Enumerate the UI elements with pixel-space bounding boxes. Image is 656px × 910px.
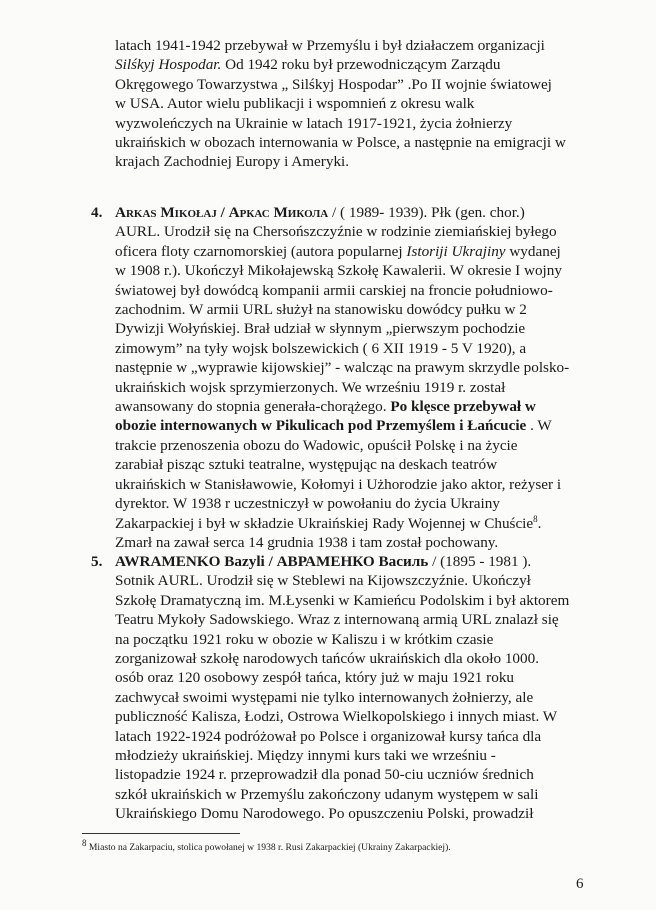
entry-4 bbox=[91, 203, 593, 552]
text-line: / ( 1989- 1939). Płk (gen. chor.) bbox=[328, 204, 525, 221]
text-line: Okręgowego Towarzystwa „ Silśkyj Hospodar” .Po II wojnie światowej bbox=[115, 75, 552, 93]
text-line: latach 1922-1924 podróżował po Polsce i organizował kursy tańca dla bbox=[115, 727, 542, 745]
text-line: Teatru Mykoły Sadowskiego. Wraz z internowaną armią URL znalazł się bbox=[115, 611, 559, 629]
entry-number: 4. bbox=[91, 204, 103, 221]
entry-name-ukrainian: Аркас Микола bbox=[228, 204, 329, 221]
bold-text: obozie internowanych w Pikulicach pod Przemyślem i Łańcucie bbox=[115, 417, 527, 435]
text-line: latach 1941-1942 przebywał w Przemyślu i był działaczem organizacji bbox=[115, 37, 545, 54]
name-separator: / bbox=[264, 553, 277, 570]
entry-name-polish: AWRAMENKO Bazyli bbox=[115, 553, 265, 570]
text-line: AURL. Urodził się na Chersońszczyźnie w rodzinie ziemiańskiej byłego bbox=[115, 223, 557, 241]
text-line: / (1895 - 1981 ). bbox=[428, 553, 532, 570]
text-line: osób oraz 120 osobowy zespół tańca, który już w maju 1921 roku bbox=[115, 669, 515, 687]
text-line: oficera floty czarnomorskiej (autora popularnej bbox=[115, 242, 403, 260]
text-line: ukraińskich w obozach internowania w Polsce, a następnie na emigracji w bbox=[115, 134, 566, 152]
text-line: w USA. Autor wielu publikacji i wspomnień z okresu walk bbox=[115, 95, 475, 113]
text-line: . W bbox=[526, 417, 552, 435]
italic-title: Silśkyj Hospodar. bbox=[115, 56, 222, 74]
text-line: Szkołę Dramatyczną im. M.Łysenki w Kamieńcu Podolskim i był aktorem bbox=[115, 591, 570, 609]
text-line: w 1908 r.). Ukończył Mikołajewską Szkołę Kawalerii. W okresie I wojny bbox=[115, 262, 562, 280]
footnote bbox=[82, 837, 602, 854]
text-line: Sotnik AURL. Urodził się w Steblewi na Kijowszczyźnie. Ukończył bbox=[115, 572, 531, 590]
text-line: ukraińskich wojsk sprzymierzonych. We wrześniu 1919 r. został bbox=[115, 378, 506, 396]
text-line: dyrektor. W 1938 r uczestniczył w powołaniu do życia Ukrainy bbox=[115, 495, 500, 513]
text-line: następnie w „wyprawie kijowskiej” - walcząc na prawym skrzydle polsko- bbox=[115, 359, 570, 377]
text-line: światowej był dowódcą kompanii armii carskiej na froncie południowo- bbox=[115, 281, 553, 299]
text-line: Ukraińskiego Domu Narodowego. Po opuszczeniu Polski, prowadził bbox=[115, 805, 534, 823]
text-line: zarabiał pisząc sztuki teatralne, występując na deskach teatrów bbox=[115, 456, 498, 474]
entry-5 bbox=[91, 552, 593, 824]
text-line: wydanej bbox=[505, 242, 561, 260]
name-separator: / bbox=[216, 204, 229, 221]
text-line: publiczność Kalisza, Łodzi, Ostrowa Wielkopolskiego i innych miast. W bbox=[115, 708, 558, 726]
text-line: awansowany do stopnia generała-chorążego. bbox=[115, 398, 387, 416]
footnote-divider bbox=[82, 833, 240, 834]
text-line: Dywizji Wołyńskiej. Brał udział w słynnym „pierwszym pochodzie bbox=[115, 320, 526, 338]
page-number: 6 bbox=[576, 876, 584, 892]
text-line: szkół ukraińskich w Przemyślu zakończony udanym występem w sali bbox=[115, 785, 539, 803]
text-line: Zmarł na zawał serca 14 grudnia 1938 i tam został pochowany. bbox=[115, 533, 499, 551]
text-line: zachwycał swoimi występami nie tylko internowanych żołnierzy, ale bbox=[115, 688, 534, 706]
entry-name-ukrainian: АВРАМЕНКО Василь bbox=[276, 553, 429, 570]
text-line: krajach Zachodniej Europy i Ameryki. bbox=[115, 153, 350, 171]
text-line: zachodnim. W armii URL służył na stanowisku dowódcy pułku w 2 bbox=[115, 301, 527, 319]
bold-text: Po klęsce przebywał w bbox=[386, 398, 536, 416]
text-line: . bbox=[537, 514, 542, 532]
footnote-reference[interactable]: 8 bbox=[533, 513, 538, 524]
footnote-mark: 8 bbox=[82, 837, 87, 848]
intro-paragraph bbox=[115, 36, 585, 172]
text-line: Od 1942 roku był przewodniczącym Zarządu bbox=[221, 56, 501, 74]
text-line: na początku 1921 roku w obozie w Kaliszu i w krótkim czasie bbox=[115, 630, 494, 648]
text-line: wyzwoleńczych na Ukrainie w latach 1917-1921, życia żołnierzy bbox=[115, 114, 513, 132]
text-line: zorganizował szkołę narodowych tańców ukraińskich dla około 1000. bbox=[115, 650, 540, 668]
text-line: Zakarpackiej i był w składzie Ukraińskiej Rady Wojennej w Chuście bbox=[115, 514, 534, 532]
text-line: listopadzie 1924 r. przeprowadził dla ponad 50-ciu uczniów średnich bbox=[115, 766, 534, 784]
entry-number: 5. bbox=[91, 553, 103, 570]
footnote-text: Miasto na Zakarpaciu, stolica powołanej w 1938 r. Rusi Zakarpackiej (Ukrainy Zakarpackiej). bbox=[86, 842, 451, 853]
text-line: trakcie przenoszenia obozu do Wadowic, opuścił Polskę i na życie bbox=[115, 436, 518, 454]
text-line: ukraińskich w Stanisławowie, Kołomyi i Użhorodzie jako aktor, reżyser i bbox=[115, 475, 562, 493]
italic-title: Istoriji Ukrajiny bbox=[406, 242, 506, 260]
entry-name-polish: Arkas Mikołaj bbox=[115, 204, 217, 221]
text-line: młodzieży ukraińskiej. Między innymi kurs taki we wrześniu - bbox=[115, 747, 496, 765]
text-line: zimowym” na tyły wojsk bolszewickich ( 6 XII 1919 - 5 V 1920), a bbox=[115, 339, 527, 357]
